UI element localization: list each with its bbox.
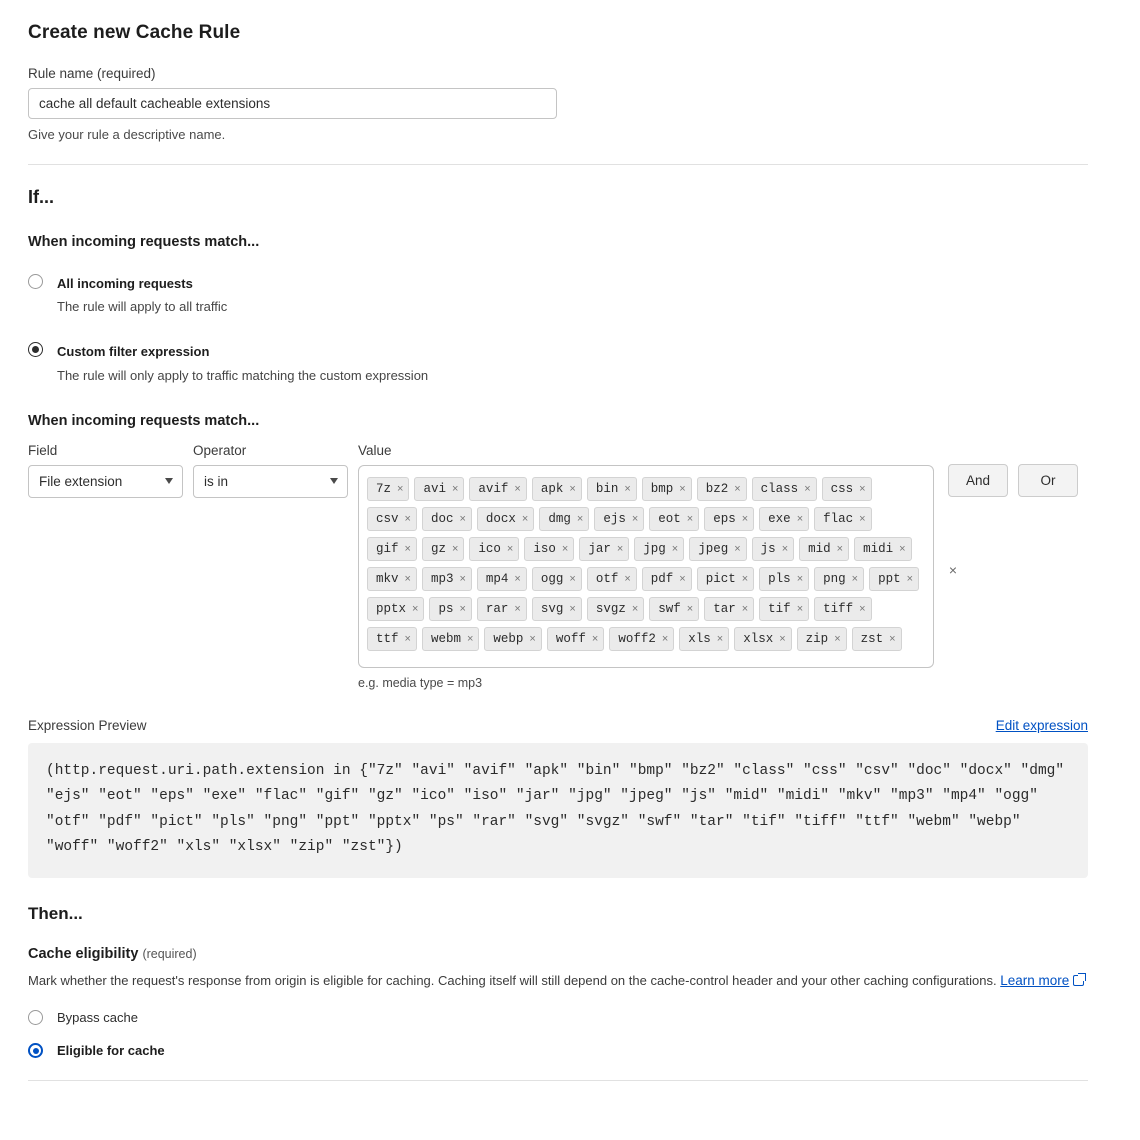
- value-token-label: woff2: [618, 631, 656, 646]
- value-token-label: png: [823, 571, 846, 586]
- remove-token-icon[interactable]: ×: [514, 572, 521, 585]
- value-token-label: docx: [485, 511, 516, 526]
- field-label: Field: [28, 442, 58, 458]
- value-token[interactable]: [422, 507, 472, 531]
- value-token[interactable]: [587, 567, 637, 591]
- value-token-label: avif: [478, 481, 509, 496]
- remove-token-icon[interactable]: ×: [889, 632, 896, 645]
- value-token[interactable]: [539, 507, 589, 531]
- remove-token-icon[interactable]: ×: [624, 572, 631, 585]
- value-token[interactable]: [814, 567, 864, 591]
- value-token[interactable]: [469, 477, 526, 501]
- remove-token-icon[interactable]: ×: [569, 482, 576, 495]
- value-token-label: gif: [376, 541, 399, 556]
- value-token[interactable]: [679, 627, 729, 651]
- value-token-label: gz: [430, 541, 446, 556]
- remove-token-icon[interactable]: ×: [741, 512, 749, 525]
- value-token-label: svg: [540, 601, 564, 616]
- learn-more-link[interactable]: Learn more: [1000, 973, 1070, 989]
- chevron-down-icon: [165, 478, 173, 484]
- remove-token-icon[interactable]: ×: [796, 572, 804, 585]
- value-token[interactable]: [814, 507, 871, 531]
- value-token[interactable]: [429, 597, 471, 621]
- value-token-label: xls: [688, 631, 711, 646]
- remove-token-icon[interactable]: ×: [851, 572, 859, 585]
- remove-token-icon[interactable]: ×: [686, 602, 694, 615]
- value-token-label: tar: [713, 601, 736, 616]
- remove-token-icon[interactable]: ×: [796, 602, 804, 615]
- value-token[interactable]: [594, 507, 644, 531]
- radio-label-bypass-cache: Bypass cache: [57, 1010, 138, 1026]
- radio-icon-bypass-cache[interactable]: [28, 1010, 43, 1025]
- remove-token-icon[interactable]: ×: [576, 512, 584, 525]
- cache-eligibility-label: Cache eligibility: [28, 946, 139, 963]
- value-token[interactable]: [704, 507, 754, 531]
- remove-token-icon[interactable]: ×: [779, 632, 786, 645]
- value-token[interactable]: [759, 507, 809, 531]
- value-token-label: jpeg: [698, 541, 729, 556]
- remove-token-icon[interactable]: ×: [459, 572, 466, 585]
- value-token[interactable]: [704, 597, 754, 621]
- value-token-label: pdf: [650, 571, 674, 586]
- and-or-buttons: [948, 443, 1088, 497]
- radio-all-incoming-requests[interactable]: [28, 272, 1088, 318]
- builder-heading: When incoming requests match...: [28, 412, 260, 429]
- remove-token-icon[interactable]: ×: [514, 602, 521, 615]
- radio-label-eligible-for-cache: Eligible for cache: [57, 1043, 165, 1059]
- remove-token-icon[interactable]: ×: [569, 602, 576, 615]
- remove-token-icon[interactable]: ×: [734, 542, 741, 555]
- match-subheading: When incoming requests match...: [28, 234, 260, 250]
- value-token-label: pict: [705, 571, 736, 586]
- remove-token-icon[interactable]: ×: [899, 542, 906, 555]
- remove-token-icon[interactable]: ×: [859, 512, 866, 525]
- value-token[interactable]: [689, 537, 746, 561]
- remove-token-icon[interactable]: ×: [451, 482, 459, 495]
- divider-top: [28, 164, 1088, 165]
- value-token-label: tiff: [823, 601, 854, 616]
- value-token[interactable]: [752, 537, 794, 561]
- remove-token-icon[interactable]: ×: [734, 482, 741, 495]
- value-token[interactable]: [649, 507, 699, 531]
- value-token[interactable]: [634, 537, 684, 561]
- value-token[interactable]: [367, 567, 417, 591]
- rule-name-input[interactable]: cache all default cacheable extensions: [28, 88, 557, 119]
- value-token[interactable]: [869, 567, 919, 591]
- value-token-input[interactable]: [358, 465, 957, 668]
- value-token-label: webp: [493, 631, 524, 646]
- remove-token-icon[interactable]: ×: [466, 632, 474, 645]
- value-token-label: apk: [540, 481, 564, 496]
- value-token-label: svgz: [595, 601, 626, 616]
- value-token[interactable]: [547, 627, 604, 651]
- value-token-label: zst: [860, 631, 884, 646]
- value-token-label: csv: [376, 511, 399, 526]
- remove-token-icon[interactable]: ×: [404, 542, 411, 555]
- rule-name-group: [28, 66, 1088, 142]
- value-token-label: otf: [595, 571, 619, 586]
- value-token[interactable]: [852, 627, 902, 651]
- edit-expression-link[interactable]: Edit expression: [995, 717, 1088, 733]
- value-token[interactable]: [697, 477, 747, 501]
- value-token-label: bz2: [705, 481, 729, 496]
- operator-select[interactable]: [193, 465, 348, 498]
- value-token[interactable]: [367, 507, 417, 531]
- expression-builder: [28, 443, 1088, 690]
- value-token[interactable]: [697, 567, 754, 591]
- value-token-label: mkv: [376, 571, 399, 586]
- expression-preview: (http.request.uri.path.extension in {"7z" "avi" "avif" "apk" "bin" "bmp" "bz2" "class" "css" "csv" "doc" "docx" "dmg" "ejs" "eot" "eps" "exe" "flac" "gif" "gz" "ico" "iso" "jar" "jpg" "jpeg" "js" "mid" "midi" "mkv" "mp3" "mp4" "ogg" "otf" "pdf" "pict" "pls" "png" "ppt" "pptx" "ps" "rar" "svg" "svgz" "swf" "tar" "tif" "tiff" "ttf" "webm" "webp" "woff" "woff2" "xls" "xlsx" "zip" "zst"}): [28, 743, 1088, 879]
- remove-token-icon[interactable]: ×: [796, 512, 804, 525]
- value-token-label: mp3: [430, 571, 454, 586]
- value-token-label: exe: [768, 511, 791, 526]
- remove-token-icon[interactable]: ×: [834, 632, 841, 645]
- remove-token-icon[interactable]: ×: [451, 542, 459, 555]
- value-token[interactable]: [422, 537, 464, 561]
- value-token-label: eps: [713, 511, 736, 526]
- value-token[interactable]: [532, 567, 582, 591]
- operator-column: [193, 443, 348, 498]
- value-token-label: 7z: [376, 481, 392, 496]
- or-button[interactable]: Or: [1018, 464, 1078, 497]
- remove-token-icon[interactable]: ×: [404, 632, 411, 645]
- value-token[interactable]: [797, 627, 847, 651]
- remove-token-icon[interactable]: ×: [781, 542, 789, 555]
- operator-select-value: is in: [204, 473, 229, 489]
- remove-token-icon[interactable]: ×: [397, 482, 404, 495]
- value-token-label: ps: [438, 601, 454, 616]
- radio-custom-filter-expression[interactable]: [28, 340, 1088, 386]
- remove-token-icon[interactable]: ×: [686, 512, 694, 525]
- value-token[interactable]: [814, 597, 871, 621]
- value-token[interactable]: [759, 597, 809, 621]
- value-token[interactable]: [609, 627, 674, 651]
- radio-label-custom-filter: Custom filter expression: [57, 344, 210, 360]
- then-heading: Then...: [28, 904, 83, 924]
- preview-header: [28, 718, 1088, 733]
- value-token-label: ppt: [878, 571, 901, 586]
- radio-icon-eligible-for-cache[interactable]: [28, 1043, 43, 1058]
- value-token-label: mp4: [485, 571, 509, 586]
- value-token[interactable]: [532, 477, 582, 501]
- value-token-label: webm: [430, 631, 461, 646]
- value-token-label: pls: [768, 571, 791, 586]
- and-button[interactable]: And: [948, 464, 1008, 497]
- remove-token-icon[interactable]: ×: [514, 482, 521, 495]
- value-column: [358, 442, 957, 690]
- external-link-icon: [1073, 975, 1084, 986]
- value-hint: e.g. media type = mp3: [358, 675, 483, 690]
- radio-desc-all-requests: The rule will apply to all traffic: [57, 299, 228, 315]
- value-token[interactable]: [422, 627, 479, 651]
- value-token[interactable]: [524, 537, 574, 561]
- page-title: Create new Cache Rule: [28, 22, 241, 43]
- remove-token-icon[interactable]: ×: [679, 572, 686, 585]
- value-token-label: js: [760, 541, 776, 556]
- value-token[interactable]: [759, 567, 809, 591]
- remove-token-icon[interactable]: ×: [506, 542, 514, 555]
- preview-label: Expression Preview: [28, 717, 147, 733]
- value-token[interactable]: [587, 597, 644, 621]
- radio-eligible-for-cache[interactable]: [28, 1043, 1088, 1058]
- value-token-label: ogg: [540, 571, 564, 586]
- value-token[interactable]: [822, 477, 872, 501]
- value-token[interactable]: [367, 537, 417, 561]
- remove-token-icon[interactable]: ×: [679, 482, 686, 495]
- value-token-label: iso: [533, 541, 556, 556]
- value-token[interactable]: [854, 537, 911, 561]
- value-token[interactable]: [367, 627, 417, 651]
- if-heading: If...: [28, 187, 54, 207]
- remove-token-icon[interactable]: ×: [591, 632, 599, 645]
- remove-token-icon[interactable]: ×: [561, 542, 569, 555]
- remove-token-icon[interactable]: ×: [741, 602, 749, 615]
- value-token[interactable]: [587, 477, 637, 501]
- remove-token-icon[interactable]: ×: [529, 632, 536, 645]
- field-select[interactable]: [28, 465, 183, 498]
- remove-token-icon[interactable]: ×: [404, 572, 411, 585]
- value-token[interactable]: [532, 597, 582, 621]
- value-label: Value: [358, 442, 392, 458]
- cache-eligibility-required: (required): [142, 947, 197, 962]
- value-token-label: bmp: [650, 481, 674, 496]
- radio-bypass-cache[interactable]: [28, 1010, 1088, 1025]
- value-token-label: eot: [658, 511, 681, 526]
- value-token[interactable]: [477, 507, 534, 531]
- value-token[interactable]: [477, 597, 527, 621]
- value-token-label: ico: [478, 541, 501, 556]
- value-token-label: jar: [588, 541, 611, 556]
- radio-icon-custom-filter[interactable]: [28, 342, 43, 357]
- value-token[interactable]: [752, 477, 817, 501]
- remove-token-icon[interactable]: ×: [836, 542, 844, 555]
- value-token[interactable]: [422, 567, 472, 591]
- divider-bottom: [28, 1080, 1088, 1081]
- value-token[interactable]: [367, 477, 409, 501]
- value-token-label: tif: [768, 601, 791, 616]
- value-token[interactable]: [642, 567, 692, 591]
- value-token[interactable]: [579, 537, 629, 561]
- radio-icon-all-requests[interactable]: [28, 274, 43, 289]
- remove-token-icon[interactable]: ×: [459, 602, 466, 615]
- remove-token-icon[interactable]: ×: [804, 482, 811, 495]
- chevron-down-icon: [330, 478, 338, 484]
- value-token[interactable]: [484, 627, 541, 651]
- value-token[interactable]: [734, 627, 791, 651]
- rule-name-label: Rule name (required): [28, 66, 156, 81]
- remove-token-icon[interactable]: ×: [859, 602, 866, 615]
- remove-token-icon[interactable]: ×: [671, 542, 679, 555]
- radio-label-all-requests: All incoming requests: [57, 276, 193, 291]
- remove-token-icon[interactable]: ×: [569, 572, 576, 585]
- value-token[interactable]: [799, 537, 849, 561]
- remove-token-icon[interactable]: ×: [616, 542, 624, 555]
- value-token-label: avi: [423, 481, 446, 496]
- remove-token-icon[interactable]: ×: [631, 602, 639, 615]
- value-token-label: midi: [863, 541, 894, 556]
- value-token-label: bin: [595, 481, 619, 496]
- value-token-label: pptx: [376, 601, 407, 616]
- value-token-label: ttf: [376, 631, 399, 646]
- value-token-label: flac: [823, 511, 854, 526]
- field-select-value: File extension: [39, 473, 123, 489]
- value-token-label: rar: [485, 601, 509, 616]
- remove-token-icon[interactable]: ×: [404, 512, 411, 525]
- remove-token-icon[interactable]: ×: [716, 632, 724, 645]
- cache-eligibility-title: [28, 946, 1088, 962]
- value-token[interactable]: [477, 567, 527, 591]
- value-token-label: xlsx: [743, 631, 774, 646]
- remove-token-icon[interactable]: ×: [521, 512, 529, 525]
- field-column: [28, 443, 183, 498]
- rule-name-help: Give your rule a descriptive name.: [28, 127, 226, 142]
- cache-eligibility-description: [28, 971, 1088, 992]
- remove-token-icon[interactable]: ×: [741, 572, 749, 585]
- value-token[interactable]: [469, 537, 519, 561]
- value-token-label: woff: [555, 631, 586, 646]
- value-token[interactable]: [367, 597, 424, 621]
- operator-label: Operator: [193, 442, 247, 458]
- value-token[interactable]: [642, 477, 692, 501]
- value-token-label: zip: [805, 631, 829, 646]
- remove-token-icon[interactable]: ×: [624, 482, 631, 495]
- value-token[interactable]: [414, 477, 464, 501]
- remove-token-icon[interactable]: ×: [412, 602, 419, 615]
- cache-eligibility-description-text: Mark whether the request's response from origin is eligible for caching. Caching itself will still depend on the cache-control header and your other caching configurations.: [28, 973, 1001, 989]
- value-token-label: jpg: [643, 541, 666, 556]
- value-token-label: ejs: [603, 511, 626, 526]
- value-token-label: dmg: [548, 511, 571, 526]
- remove-token-icon[interactable]: ×: [631, 512, 639, 525]
- remove-token-icon[interactable]: ×: [859, 482, 866, 495]
- value-token[interactable]: [649, 597, 699, 621]
- value-token-label: swf: [658, 601, 681, 616]
- value-token-label: class: [760, 481, 799, 496]
- value-token-label: doc: [430, 511, 454, 526]
- radio-desc-custom-filter: The rule will only apply to traffic matching the custom expression: [57, 367, 429, 383]
- remove-token-icon[interactable]: ×: [661, 632, 669, 645]
- clear-value-icon[interactable]: ×: [948, 561, 957, 578]
- value-token-label: css: [830, 481, 854, 496]
- value-token-label: mid: [808, 541, 831, 556]
- remove-token-icon[interactable]: ×: [459, 512, 466, 525]
- remove-token-icon[interactable]: ×: [906, 572, 914, 585]
